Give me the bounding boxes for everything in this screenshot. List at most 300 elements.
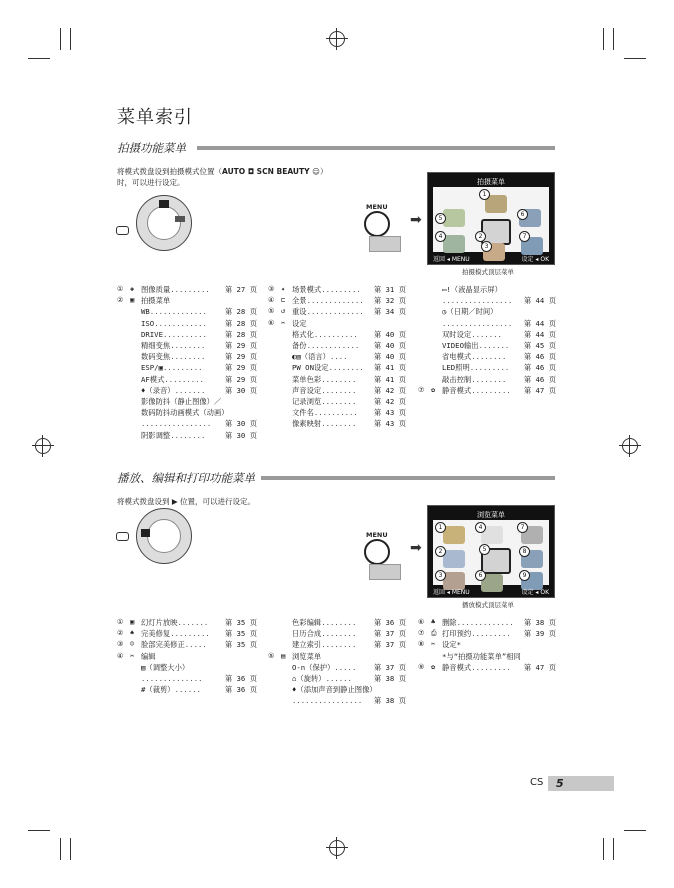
item-page: 第 43 页 [373,408,406,418]
list-item [268,684,406,695]
item-label: PW ON设定 [292,363,329,373]
intro-text-2: 时，可以进行设定。 [117,178,185,187]
item-leader: .......... [162,329,207,339]
list-item [117,407,257,418]
indent [268,695,292,706]
item-leader [377,684,406,695]
list-item [117,306,257,317]
item-page: 第 30 页 [224,430,257,440]
item-page: 第 38 页 [373,696,406,706]
item-label: ISO [141,318,155,328]
list-item [268,385,406,396]
item-number: ② [117,296,124,305]
indent [418,284,442,295]
indent [117,351,141,362]
item-leader [521,651,556,662]
list-item [268,306,406,317]
item-label: 完美修复 [141,629,171,639]
list-item [117,617,257,628]
list-item [117,430,257,441]
item-leader: ........ [321,629,357,639]
item-label: 拍摄菜单 [141,296,171,306]
item-leader [307,318,406,329]
list-item [268,639,406,650]
indent [268,362,292,373]
item-leader: ............ [306,341,360,351]
item-label: AF模式 [141,374,165,384]
item-leader: ...... [174,685,201,695]
item-label: ◐▤（语言） [292,352,330,362]
item-icon: ▤ [281,651,286,660]
list-item [268,418,406,429]
list-item [268,396,406,407]
crop-mark [28,830,50,831]
item-leader [497,306,556,317]
item-leader [156,651,257,662]
item-leader: .......... [313,408,358,418]
item-leader: ......... [471,662,511,672]
item-number: ① [117,618,124,626]
item-leader: ............. [456,618,514,627]
item-leader [221,396,257,407]
item-number: ③ [117,640,124,649]
crop-mark [624,58,646,59]
item-page: 第 30 页 [224,419,257,429]
item-number: ⑦ [418,629,425,638]
item-page: 第 36 页 [224,674,257,684]
crop-mark [624,830,646,831]
screen-set-label: 设定 ◂ OK [521,256,549,263]
list-item [117,284,257,295]
indent [117,329,141,340]
language-code: CS [530,777,544,788]
indent [268,385,292,396]
item-icon: ⎙ [431,629,437,638]
indent [268,396,292,407]
item-page: 第 42 页 [373,397,406,407]
item-page: 第 31 页 [373,285,406,294]
item-leader: ......... [170,629,210,639]
item-label: 静音模式 [442,662,472,672]
crop-mark [70,838,71,860]
item-page: 第 28 页 [224,329,257,339]
item-label: 菜单色彩 [292,374,322,384]
list-item [117,684,257,695]
item-leader [461,639,556,650]
list-item [418,295,556,306]
list-item [268,695,406,706]
crop-mark [60,28,61,50]
item-icon: ♣ [431,618,436,626]
item-leader: .......... [313,329,358,339]
list-item [117,329,257,340]
list-item [117,651,257,662]
screen-title: 拍摄菜单 [477,178,505,186]
list-item [268,617,406,628]
screen-back-label: 返回 ◂ MENU [433,589,470,596]
indent [268,639,292,650]
item-page: 第 35 页 [224,640,257,650]
indent [418,306,442,317]
item-page: 第 45 页 [523,341,556,351]
item-label: 精细变焦 [141,341,171,351]
item-leader: .............. [141,674,203,684]
list-item [418,329,556,340]
item-page: 第 37 页 [373,629,406,639]
indent [117,684,141,695]
registration-mark-icon [622,438,638,454]
item-page: 第 27 页 [224,285,257,294]
indent [117,318,141,329]
list-item [268,673,406,684]
item-leader: ......... [321,285,361,294]
shooting-menu-list-col3 [418,284,556,396]
item-leader: ..... [334,662,357,672]
list-item [268,628,406,639]
item-label: 建立索引 [292,640,322,650]
item-leader: ................ [141,419,212,429]
item-leader: ....... [177,618,209,627]
item-leader: ................ [292,696,363,706]
list-item [268,295,406,306]
playback-menu-list-col1 [117,617,257,695]
list-item [268,662,406,673]
indent [117,362,141,373]
list-item [418,385,556,396]
item-leader: ......... [170,285,210,294]
crop-mark [613,28,614,50]
item-label: ⌂（旋转） [292,674,326,684]
list-item [268,329,406,340]
item-label: ♦（添加声音到静止图像） [292,685,377,695]
item-label: 省电模式 [442,352,472,362]
list-item [117,318,257,329]
item-label: 幻灯片放映 [141,618,178,627]
shooting-menu-screen: 拍摄菜单 1 5 6 4 2 3 7 返回 ◂ MENU 设定 ◂ OK [427,172,555,265]
item-page: 第 28 页 [224,318,257,328]
section-rule [197,146,555,150]
screen-caption: 播放模式顶层菜单 [462,601,514,609]
list-item [117,418,257,429]
crop-mark [28,58,50,59]
list-item [117,351,257,362]
item-leader: ........ [321,419,357,429]
item-leader [170,295,257,306]
indent [268,617,292,628]
menu-label: MENU [366,531,388,539]
tile-perfect-fix [443,550,465,568]
item-number: ④ [117,651,124,660]
item-number: ① [117,285,124,293]
item-leader: ............. [149,307,207,317]
item-label: 影像防抖（静止图像）／ [141,397,222,407]
item-label: 图像质量 [141,285,171,294]
item-page: 第 43 页 [373,419,406,429]
item-label: *与“拍摄功能菜单”相同 [442,651,521,661]
item-label: 静音模式 [442,385,472,395]
crop-mark [70,28,71,50]
section-heading-playback: 播放、编辑和打印功能菜单 [117,471,255,485]
list-item [268,340,406,351]
item-number: ⑦ [418,385,425,394]
item-leader [502,284,556,295]
item-label: 数码防抖动画模式（动画） [141,408,229,418]
list-item [268,362,406,373]
button-icon [116,532,129,541]
indent [268,673,292,684]
list-item [418,318,556,329]
item-leader: ........ [321,618,357,627]
item-label: ▤（调整大小） [141,662,190,672]
crop-mark [603,838,604,860]
section-rule [261,476,555,480]
intro-text-1: 将模式拨盘设到拍摄模式位置（AUTO ◘ SCN BEAUTY ☺） [117,167,328,176]
item-leader: ........ [321,640,357,650]
page-number-box [548,776,614,791]
item-page: 第 38 页 [373,674,406,684]
list-item [418,351,556,362]
item-page: 第 35 页 [224,629,257,639]
crop-mark [613,838,614,860]
item-page: 第 30 页 [224,385,257,395]
item-label: 备份 [292,341,307,351]
list-item [268,318,406,329]
item-page: 第 47 页 [523,662,556,672]
item-label: 格式化 [292,329,314,339]
item-number: ③ [268,285,275,293]
item-page: 第 29 页 [224,374,257,384]
item-label: 敲击控制 [442,374,472,384]
indent [418,374,442,385]
list-item [117,628,257,639]
item-icon: ◈ [130,285,135,293]
item-leader: ........ [471,352,507,362]
indent [268,418,292,429]
indent [268,340,292,351]
intro-text-playback: 将模式拨盘设到 ▶ 位置，可以进行设定。 [117,497,256,506]
item-number: ④ [268,296,275,305]
item-label: DRIVE [141,329,163,339]
screen-back-label: 返回 ◂ MENU [433,256,470,263]
item-icon: ✿ [431,385,436,394]
list-item [418,628,556,639]
item-leader: ......... [164,374,204,384]
item-number: ⑧ [418,640,425,649]
tile-panorama [443,235,465,253]
item-leader: ........ [170,430,206,440]
indent [418,329,442,340]
tile-slideshow [443,526,465,544]
item-leader: ...... [325,674,352,684]
item-page: 第 40 页 [373,341,406,351]
item-page: 第 40 页 [373,329,406,339]
indent [418,295,442,306]
indent [117,385,141,396]
mode-dial-icon [136,195,192,251]
list-item [117,385,257,396]
item-label: 设定* [442,640,461,650]
item-leader: ........ [328,363,364,373]
item-page: 第 35 页 [224,618,257,627]
item-leader: ......... [471,385,511,395]
item-page: 第 46 页 [523,374,556,384]
item-leader: .... [329,352,348,362]
item-leader: ........ [321,374,357,384]
indent [117,340,141,351]
item-leader: ............ [154,318,207,328]
item-label: 设定 [292,318,307,328]
screen-title: 浏览菜单 [477,511,505,519]
item-number: ② [117,629,124,638]
list-item [418,340,556,351]
item-leader: ................ [442,318,513,328]
item-page: 第 44 页 [523,329,556,339]
list-item [418,617,556,628]
indent [268,407,292,418]
item-label: ◷（日期／时间） [442,307,498,317]
item-page: 第 28 页 [224,307,257,317]
item-leader: ........ [471,374,507,384]
item-icon: ✿ [431,662,436,671]
item-label: 数码变焦 [141,352,171,362]
indent [268,329,292,340]
item-label: 记录浏览 [292,397,322,407]
item-label: 双时设定 [442,329,472,339]
list-item [268,284,406,295]
item-label: 浏览菜单 [292,651,322,661]
item-leader [189,662,257,673]
indent [117,407,141,418]
indent [418,340,442,351]
playback-menu-screen: 浏览菜单 1 4 7 2 5 8 3 6 9 返回 ◂ MENU 设定 ◂ OK [427,505,555,598]
item-icon: ⊏ [281,296,286,305]
item-label: 打印预约 [442,629,472,639]
indent [268,628,292,639]
shooting-menu-list-col2 [268,284,406,430]
item-label: VIDEO输出 [442,341,479,351]
item-page: 第 37 页 [373,640,406,650]
item-number: ⑨ [418,662,425,671]
indent [117,374,141,385]
page-number: 5 [556,777,564,790]
item-icon: ♠ [130,629,135,638]
item-label: 删除 [442,618,457,627]
item-label: O‑n（保护） [292,662,335,672]
menu-button-icon [364,211,390,237]
indent [418,362,442,373]
arrow-right-icon: ➡ [410,540,422,556]
item-label: 阴影调整 [141,430,171,440]
indent [268,662,292,673]
item-label: ♦（录音） [141,385,175,395]
item-page: 第 34 页 [373,307,406,317]
list-item [418,284,556,295]
item-leader: ........ [170,341,206,351]
indent [117,430,141,441]
item-label: 声音设定 [292,385,322,395]
screen-caption: 拍摄模式顶层菜单 [462,268,514,276]
section-heading-shooting: 拍摄功能菜单 [117,141,186,155]
list-item [418,639,556,650]
item-leader [229,407,257,418]
item-page: 第 47 页 [523,385,556,395]
list-item [117,295,257,306]
indent [117,418,141,429]
indent [117,673,141,684]
item-leader: ......... [162,363,203,373]
indent [268,351,292,362]
camera-back-icon [369,564,401,580]
item-label: 重设 [292,307,307,317]
item-icon: ✂ [281,318,286,327]
list-item [117,639,257,650]
item-leader: ........ [170,352,206,362]
indent [418,651,442,662]
item-icon: ↺ [281,307,286,316]
list-item [117,374,257,385]
item-label: 全景 [292,296,307,306]
item-page: 第 39 页 [523,629,556,639]
item-page: 第 44 页 [523,318,556,328]
list-item [117,340,257,351]
item-leader: ................ [442,296,513,306]
item-page: 第 36 页 [224,685,257,695]
item-leader: ............. [306,307,364,317]
list-item [117,673,257,684]
item-leader: ....... [471,329,502,339]
item-label: ESP/▣ [141,363,163,373]
indent [418,318,442,329]
item-label: ▭!（液晶显示屏） [442,285,502,294]
list-item [268,351,406,362]
arrow-right-icon: ➡ [410,212,422,228]
list-item [117,662,257,673]
list-item [418,306,556,317]
item-leader [321,651,406,662]
item-page: 第 46 页 [523,363,556,373]
camera-back-icon [369,236,401,252]
item-page: 第 40 页 [373,352,406,362]
item-page: 第 41 页 [373,374,406,384]
item-page: 第 32 页 [373,296,406,306]
list-item [418,362,556,373]
mode-dial-icon [136,508,192,564]
item-icon: ✦ [281,285,286,293]
menu-label: MENU [366,203,388,211]
list-item [418,374,556,385]
item-leader: ....... [174,385,206,395]
indent [117,396,141,407]
list-item [418,662,556,673]
item-label: LED照明 [442,363,470,373]
item-number: ⑥ [418,618,425,626]
item-leader: ....... [478,341,510,351]
item-label: 编辑 [141,651,156,661]
item-label: 脸部完美修正 [141,640,185,650]
item-label: #（裁剪） [141,685,175,695]
crop-mark [603,28,604,50]
list-item [268,651,406,662]
indent [268,684,292,695]
item-page: 第 41 页 [373,363,406,373]
item-leader: ......... [469,363,510,373]
menu-button-icon [364,539,390,565]
item-leader: ............. [306,296,364,306]
list-item [268,407,406,418]
item-page: 第 42 页 [373,385,406,395]
item-icon: ▣ [130,618,135,626]
item-label: 日历合成 [292,629,322,639]
